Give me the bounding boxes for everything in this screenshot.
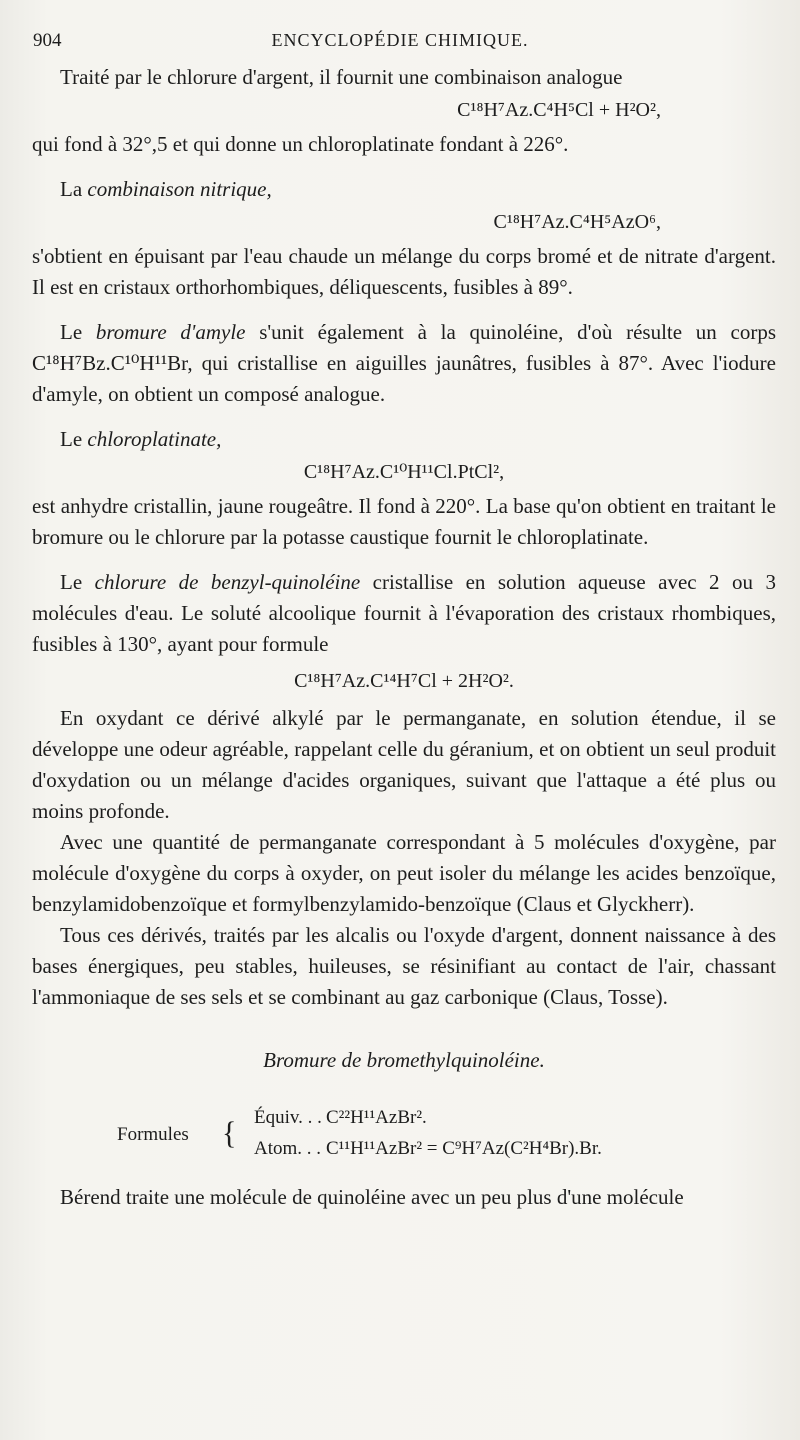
p5-lead: Le: [60, 320, 96, 344]
p3-lead: La: [60, 177, 88, 201]
paragraph-5: [32, 317, 776, 410]
paragraph-7: est anhydre cristallin, jaune rougeâtre. Il fond à 220°. La base qu'on obtient en traitant le bromure ou le chlorure par la potasse caustique fournit le chloroplatinate.: [32, 494, 776, 549]
p5-rest: s'unit également à la quinoléine, d'où résulte un corps C¹⁸H⁷Bz.C¹⁰H¹¹Br, qui cristallise en aiguilles jaunâtres, fusibles à 87°. Avec l'iodure d'amyle, on obtient un composé analogue.: [32, 320, 776, 406]
page-number: 904: [33, 30, 62, 51]
atom-row: [254, 1133, 602, 1164]
paragraph-11: Tous ces dérivés, traités par les alcalis ou l'oxyde d'argent, donnent naissance à des bases énergiques, peu stables, huileuses, se résinifiant au contact de l'air, chassant l'ammoniaque de ses sels et se combinant au gaz carbonique (Claus, Tosse).: [32, 923, 776, 1009]
p3-emphasis: combinaison nitrique,: [87, 177, 272, 201]
running-head: [0, 30, 800, 58]
atom-formula: C¹¹H¹¹AzBr² = C⁹H⁷Az(C²H⁴Br).Br.: [326, 1138, 602, 1159]
p8-rest: cristallise en solution aqueuse avec 2 ou 3 molécules d'eau. Le soluté alcoolique fournit à l'évaporation des cristaux rhombiques, fusibles à 130°, ayant pour formule: [32, 570, 776, 656]
paragraph-12: Bérend traite une molécule de quinoléine avec un peu plus d'une molécule: [60, 1185, 684, 1209]
paragraph-2: qui fond à 32°,5 et qui donne un chloroplatinate fondant à 226°.: [32, 132, 569, 156]
equiv-formula: C²²H¹¹AzBr².: [326, 1107, 427, 1128]
p6-emphasis: chloroplatinate,: [87, 427, 222, 451]
paragraph-9: En oxydant ce dérivé alkylé par le permanganate, en solution étendue, il se développe une odeur agréable, rappelant celle du géranium, et on obtient un seul produit d'oxydation ou un mélange d'acides organiques, suivant que l'attaque a été plus ou moins profonde.: [32, 706, 776, 823]
atom-label: Atom. . .: [254, 1138, 322, 1159]
header-title: ENCYCLOPÉDIE CHIMIQUE.: [271, 30, 529, 50]
formulas-block: [32, 1102, 776, 1168]
paragraph-1: Traité par le chlorure d'argent, il fournit une combinaison analogue: [60, 65, 623, 89]
p8-emphasis: chlorure de benzyl-quinoléine: [94, 570, 361, 594]
formula-2: C¹⁸H⁷Az.C⁴H⁵AzO⁶,: [493, 211, 661, 233]
p8-lead: Le: [60, 570, 95, 594]
section-title: Bromure de bromethylquinoléine.: [263, 1048, 545, 1072]
equiv-label: Équiv. . .: [254, 1107, 322, 1128]
equiv-row: [254, 1102, 427, 1133]
formula-1: C¹⁸H⁷Az.C⁴H⁵Cl + H²O²,: [457, 99, 661, 121]
p6-lead: Le: [60, 427, 88, 451]
paragraph-6: [32, 424, 776, 455]
paragraph-4: s'obtient en épuisant par l'eau chaude un mélange du corps bromé et de nitrate d'argent. Il est en cristaux orthorhombiques, déliquescents, fusibles à 89°.: [32, 244, 776, 299]
formula-4: C¹⁸H⁷Az.C¹⁴H⁷Cl + 2H²O².: [294, 670, 514, 692]
paragraph-3: [32, 174, 776, 205]
paragraph-8: [32, 567, 776, 660]
page-body: [32, 62, 776, 1213]
brace-symbol: {: [222, 1116, 237, 1151]
paragraph-10: Avec une quantité de permanganate correspondant à 5 molécules d'oxygène, par molécule d'oxygène du corps à oxyder, on peut isoler du mélange les acides benzoïque, benzylamidobenzoïque et formylbenzylamido-benzoïque (Claus et Glyckherr).: [32, 830, 776, 916]
p5-emphasis: bromure d'amyle: [95, 320, 246, 344]
formules-label: Formules: [117, 1124, 189, 1145]
formula-3: C¹⁸H⁷Az.C¹⁰H¹¹Cl.PtCl²,: [303, 461, 505, 483]
